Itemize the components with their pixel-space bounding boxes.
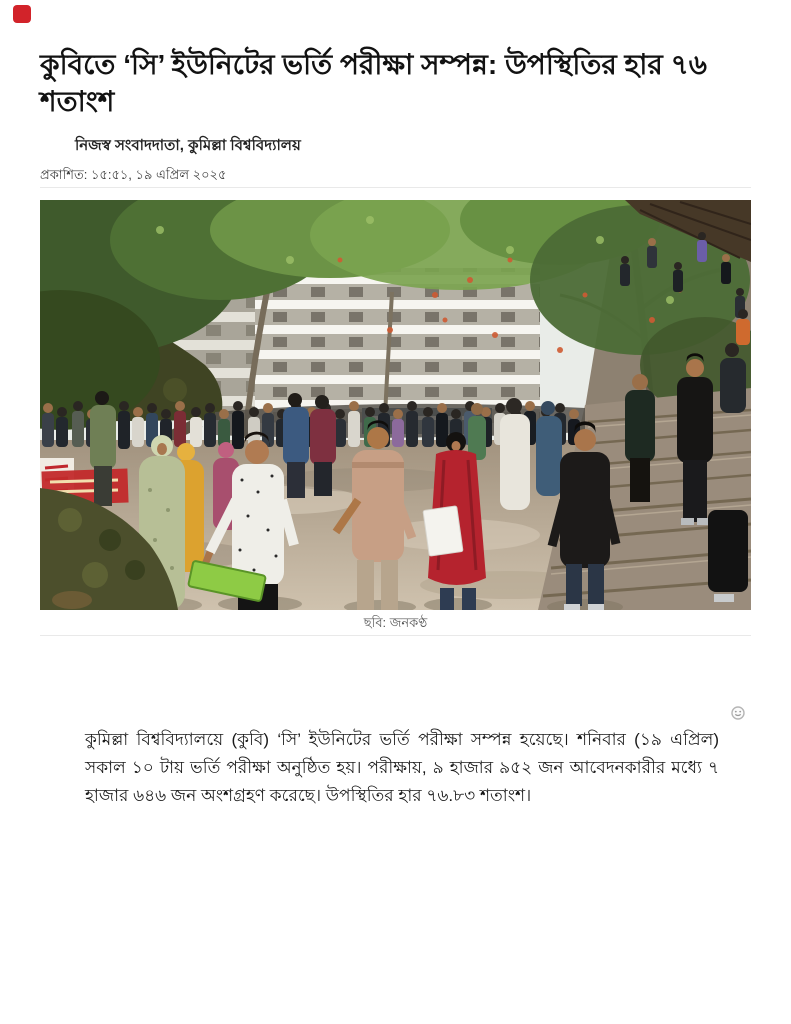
photo-caption: ছবি: জনকণ্ঠ xyxy=(363,615,428,630)
divider-caption xyxy=(40,635,751,636)
divider-top xyxy=(40,187,751,188)
article-body: কুমিল্লা বিশ্ববিদ্যালয়ে (কুবি) ‘সি’ ইউনিটের ভর্তি পরীক্ষা সম্পন্ন হয়েছে। শনিবার (১৯ এপ্রিল) সকাল ১০ টায় ভর্তি পরীক্ষা অনুষ্ঠিত হয়। পরীক্ষায়, ৯ হাজার ৯৫২ জন আবেদনকারীর মধ্যে ৭ হাজার ৬৪৬ জন অংশগ্রহণ করেছে। উপস্থিতির হার ৭৬.৮৩ শতাংশ। xyxy=(85,730,719,805)
smiley-circle-icon[interactable] xyxy=(731,706,745,720)
corner-icon-row xyxy=(40,706,751,720)
site-logo[interactable] xyxy=(13,5,31,23)
byline: নিজস্ব সংবাদদাতা, কুমিল্লা বিশ্ববিদ্যালয় xyxy=(75,137,301,154)
article-figure xyxy=(40,200,751,635)
page-title: কুবিতে ‘সি’ ইউনিটের ভর্তি পরীক্ষা সম্পন্ন: উপস্থিতির হার ৭৬ শতাংশ xyxy=(40,49,707,117)
article-photo xyxy=(40,200,751,610)
published-timestamp: প্রকাশিত: ১৫:৫১, ১৯ এপ্রিল ২০২৫ xyxy=(40,167,227,182)
